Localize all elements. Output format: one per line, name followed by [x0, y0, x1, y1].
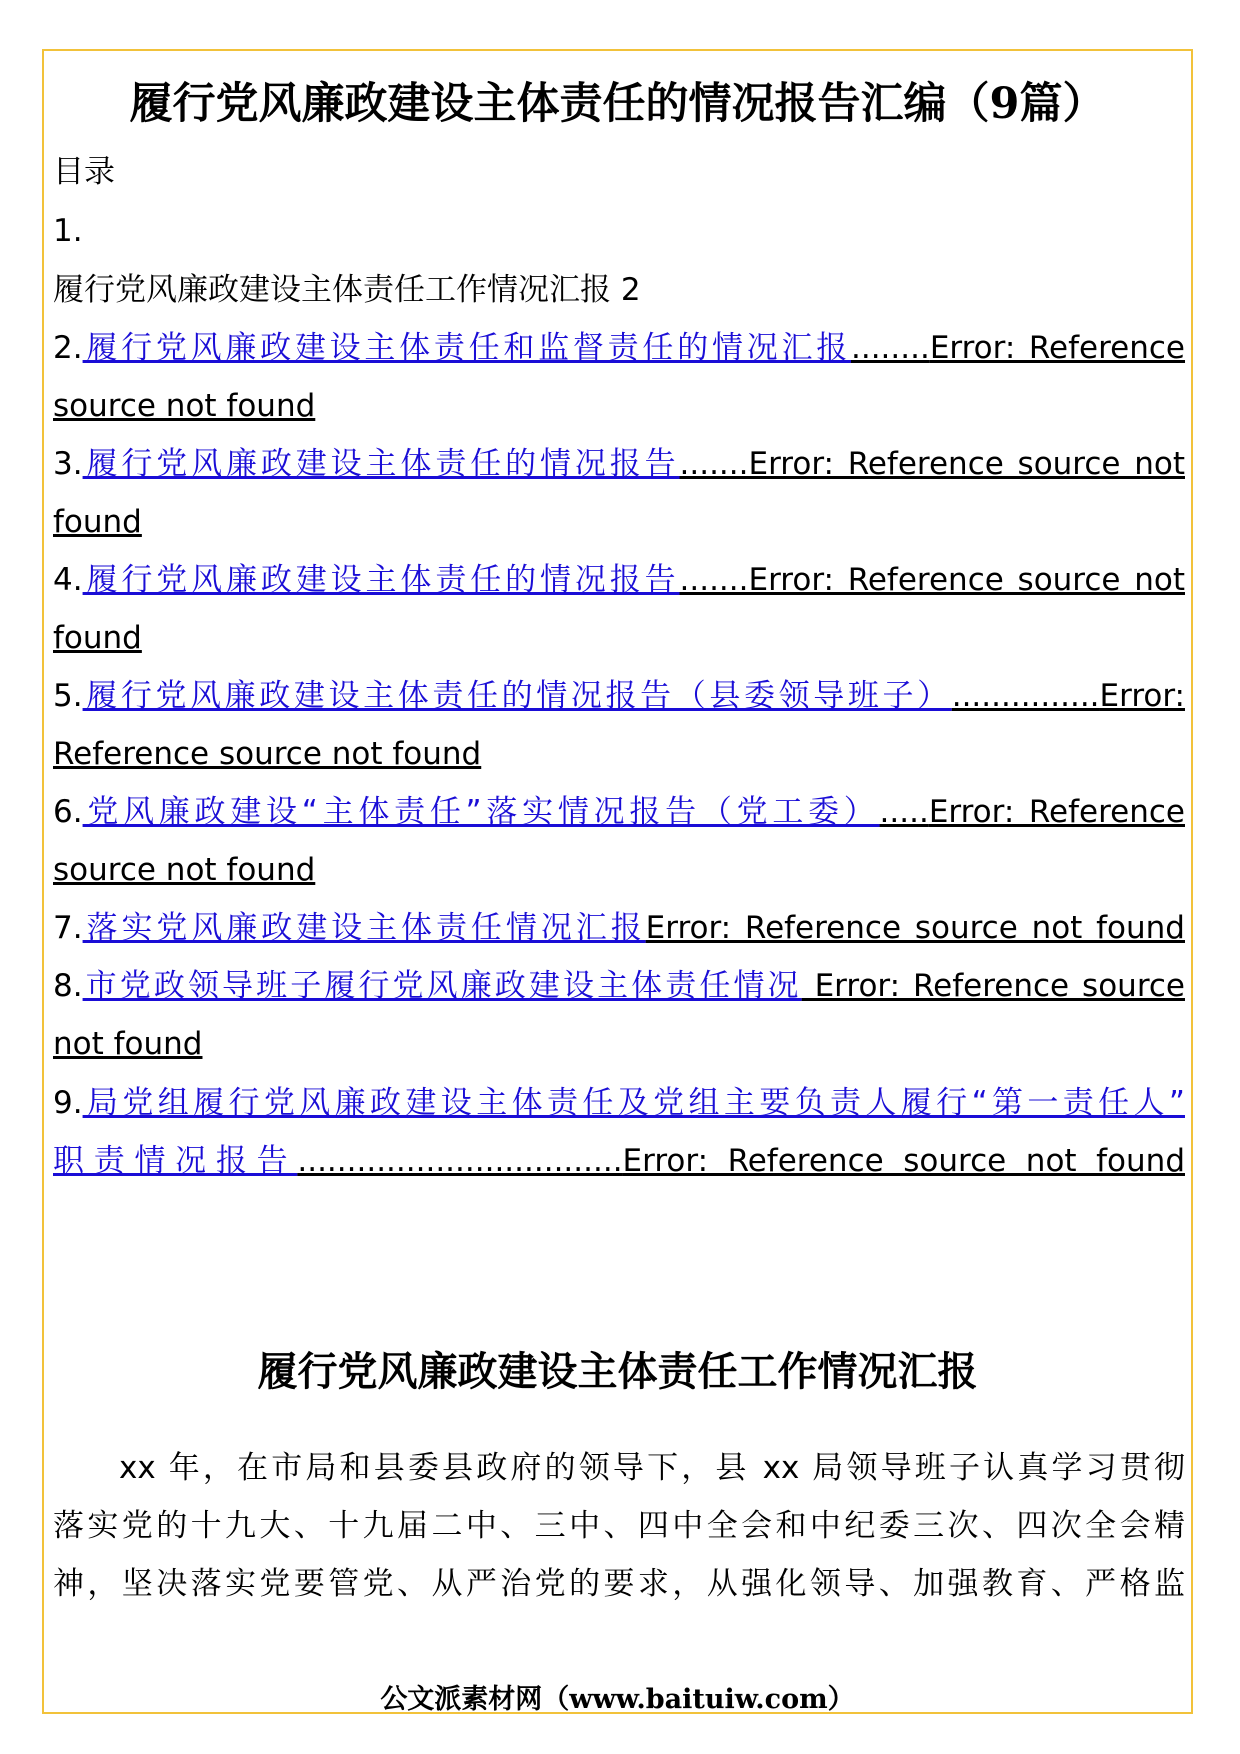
toc-item-3-number: 3. — [53, 446, 83, 482]
toc-item-2[interactable] — [53, 325, 1185, 371]
toc-heading: 目录 — [53, 154, 115, 190]
toc-item-8-error-continued: not found — [53, 1026, 203, 1062]
toc-item-4-error-continued: found — [53, 620, 142, 656]
toc-item-9-link[interactable]: 局党组履行党风廉政建设主体责任及党组主要负责人履行“第一责任人” — [82, 1085, 1185, 1121]
toc-item-9[interactable] — [53, 1080, 1185, 1126]
toc-item-5-leader: ............... — [951, 678, 1100, 714]
toc-item-2-link[interactable]: 履行党风廉政建设主体责任和监督责任的情况汇报 — [82, 330, 851, 366]
toc-item-2-error: Error: Reference — [929, 330, 1186, 366]
toc-item-8[interactable] — [53, 963, 1185, 1009]
toc-item-1-text[interactable]: 履行党风廉政建设主体责任工作情况汇报 2 — [53, 272, 641, 308]
toc-item-4-continued — [53, 615, 1185, 661]
toc-item-5-number: 5. — [53, 678, 83, 714]
body-paragraph-line-2: 落实党的十九大、十九届二中、三中、四中全会和中纪委三次、四次全会精 — [53, 1508, 1185, 1544]
title-text: 履行党风廉政建设主体责任的情况报告汇编（ — [129, 79, 990, 129]
toc-item-8-number: 8. — [53, 968, 83, 1004]
toc-item-3-leader: ....... — [679, 446, 749, 482]
footer-watermark: 公文派素材网（www.baituiw.com） — [380, 1684, 855, 1715]
toc-item-2-error-continued: source not found — [53, 388, 316, 424]
toc-item-8-error: Error: Reference source — [801, 968, 1185, 1004]
toc-item-7[interactable] — [53, 905, 1185, 951]
toc-item-6-link[interactable]: 党风廉政建设“主体责任”落实情况报告（党工委） — [82, 794, 880, 830]
toc-item-3-error: Error: Reference source not — [748, 446, 1185, 482]
toc-item-6-leader: ..... — [879, 794, 929, 830]
toc-item-4[interactable] — [53, 557, 1185, 603]
toc-item-7-number: 7. — [53, 910, 83, 946]
title-tail: 篇） — [1019, 79, 1106, 129]
toc-item-5-error-continued: Reference source not found — [53, 736, 482, 772]
toc-item-6-continued — [53, 847, 1185, 893]
toc-item-5-link[interactable]: 履行党风廉政建设主体责任的情况报告（县委领导班子） — [82, 678, 952, 714]
toc-item-7-error: Error: Reference source not found — [645, 910, 1185, 946]
toc-item-2-number: 2. — [53, 330, 83, 366]
toc-item-3-error-continued: found — [53, 504, 142, 540]
toc-item-3-link[interactable]: 履行党风廉政建设主体责任的情况报告 — [82, 446, 680, 482]
toc-item-5-continued — [53, 731, 1185, 777]
toc-item-6[interactable] — [53, 789, 1185, 835]
toc-item-9-error: Error: Reference source not found — [622, 1143, 1185, 1179]
title-count: 9 — [989, 79, 1020, 129]
toc-item-4-number: 4. — [53, 562, 83, 598]
toc-item-2-continued — [53, 383, 1185, 429]
toc-item-4-error: Error: Reference source not — [748, 562, 1185, 598]
toc-item-5-error: Error: — [1099, 678, 1185, 714]
section-title: 履行党风廉政建设主体责任工作情况汇报 — [257, 1349, 978, 1395]
toc-item-1-number: 1. — [53, 213, 83, 249]
toc-item-4-leader: ....... — [679, 562, 749, 598]
toc-item-8-continued — [53, 1021, 1185, 1067]
toc-item-5[interactable] — [53, 673, 1185, 719]
toc-item-6-number: 6. — [53, 794, 83, 830]
toc-item-9-continued[interactable] — [53, 1138, 1185, 1184]
body-paragraph-line-3: 神，坚决落实党要管党、从严治党的要求，从强化领导、加强教育、严格监 — [53, 1566, 1185, 1602]
document-title — [42, 72, 1193, 136]
toc-item-4-link[interactable]: 履行党风廉政建设主体责任的情况报告 — [82, 562, 680, 598]
toc-item-3-continued — [53, 499, 1185, 545]
toc-item-9-leader: ................................. — [297, 1143, 623, 1179]
toc-item-6-error: Error: Reference — [928, 794, 1185, 830]
toc-item-7-link[interactable]: 落实党风廉政建设主体责任情况汇报 — [82, 910, 646, 946]
toc-item-6-error-continued: source not found — [53, 852, 316, 888]
body-paragraph-line-1: xx 年，在市局和县委县政府的领导下，县 xx 局领导班子认真学习贯彻 — [119, 1450, 1185, 1486]
toc-item-3[interactable] — [53, 441, 1185, 487]
toc-item-2-leader: ........ — [850, 330, 930, 366]
toc-item-9-link-continued[interactable]: 职责情况报告 — [53, 1143, 298, 1179]
toc-item-9-number: 9. — [53, 1085, 83, 1121]
toc-item-8-link[interactable]: 市党政领导班子履行党风廉政建设主体责任情况 — [82, 968, 802, 1004]
